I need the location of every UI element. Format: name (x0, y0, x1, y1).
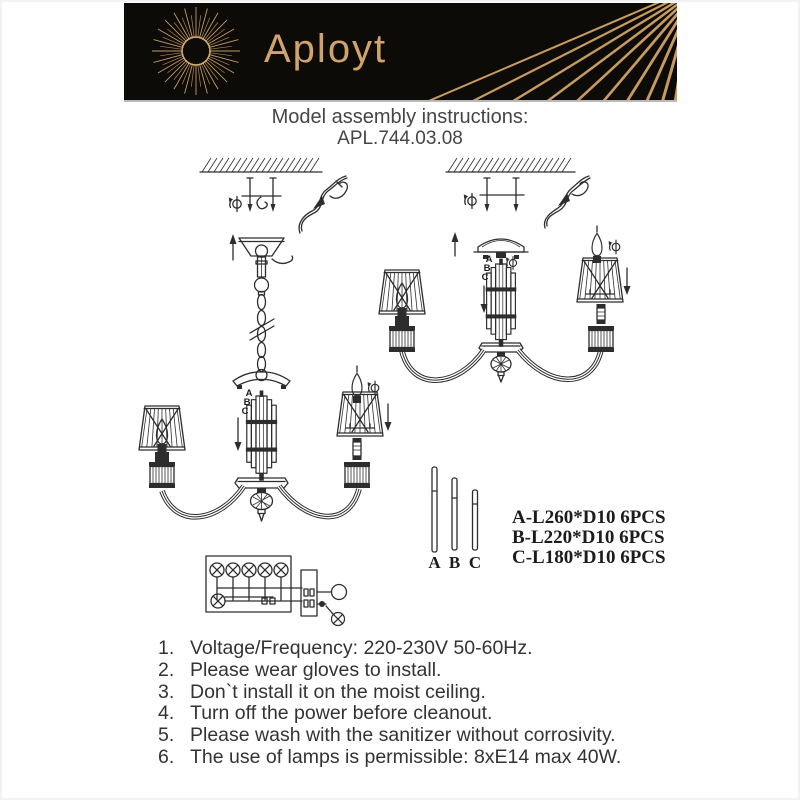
up-arrow (452, 232, 459, 256)
bottom-plate-finial (235, 478, 288, 521)
item-text: Please wear gloves to install. (190, 658, 442, 681)
right-shade-assembly-exploded (337, 366, 392, 488)
diagram-flush-version (379, 158, 631, 382)
item-text: Voltage/Frequency: 220-230V 50-60Hz. (190, 637, 533, 659)
item-number: 6. (158, 745, 175, 768)
rod-label-c: C (481, 272, 489, 283)
item-number: 2. (158, 658, 175, 681)
mounting-bolt (247, 178, 253, 212)
spec-line-b: B-L220*D10 6PCS (512, 527, 665, 548)
item-text: Don`t install it on the moist ceiling. (190, 680, 486, 703)
model-number: APL.744.03.08 (337, 128, 463, 149)
page-title: Model assembly instructions: (271, 106, 529, 128)
item-number: 3. (158, 680, 175, 703)
left-shade-assembly (379, 270, 425, 352)
rod-parts (428, 467, 481, 572)
item-number: 1. (158, 637, 175, 659)
list-item (158, 747, 621, 769)
rod-label-a: A (245, 388, 253, 399)
wire (299, 176, 347, 233)
wiring-diagram (206, 556, 347, 626)
left-shade-assembly (139, 406, 185, 488)
right-arm (518, 350, 601, 379)
rod-label-c: C (241, 406, 249, 417)
right-arm (279, 486, 359, 517)
ceiling-hatch (448, 158, 571, 172)
rod-caption-c: C (468, 553, 482, 572)
diagram-hanging-version (139, 158, 392, 521)
rod-caption-b: B (448, 553, 461, 572)
item-text: Turn off the power before cleanout. (190, 702, 493, 725)
screw-icon (464, 194, 476, 209)
item-text: Please wash with the sanitizer without corrosivity. (190, 724, 616, 747)
screw-icon (229, 197, 241, 212)
list-item (158, 703, 621, 725)
hook-icon (257, 197, 267, 209)
rod-specs (512, 507, 666, 568)
chain (250, 295, 274, 372)
spec-line-c: C-L180*D10 6PCS (512, 547, 666, 568)
left-arm (402, 350, 484, 380)
right-shade-assembly-exploded (577, 226, 631, 352)
rod-label-b: B (243, 397, 251, 408)
spec-line-a: A-L260*D10 6PCS (512, 507, 666, 528)
canopy (239, 238, 293, 295)
bobeche (233, 370, 290, 390)
list-item (158, 725, 621, 747)
item-text: The use of lamps is permissible: 8xE14 max 40W. (190, 745, 622, 768)
switch-symbol (332, 585, 347, 600)
brand-logo-text: Aployt (264, 27, 388, 71)
list-item (158, 660, 621, 682)
ceiling-plate (474, 239, 528, 259)
bottom-plate-finial (479, 343, 523, 382)
rod-caption-a: A (428, 553, 441, 572)
item-number: 5. (158, 724, 175, 747)
list-item (158, 638, 621, 660)
rod-label-b: B (483, 263, 491, 274)
mounting-bolt (270, 178, 276, 212)
ceiling-hatch (202, 158, 319, 172)
rod-label-a: A (485, 254, 493, 265)
item-number: 4. (158, 702, 175, 725)
up-arrow (230, 234, 237, 260)
wire (544, 176, 590, 228)
list-item (158, 682, 621, 704)
instruction-list (158, 638, 621, 769)
crystal-column (243, 390, 277, 480)
down-arrow (235, 418, 242, 451)
left-arm (162, 486, 244, 517)
